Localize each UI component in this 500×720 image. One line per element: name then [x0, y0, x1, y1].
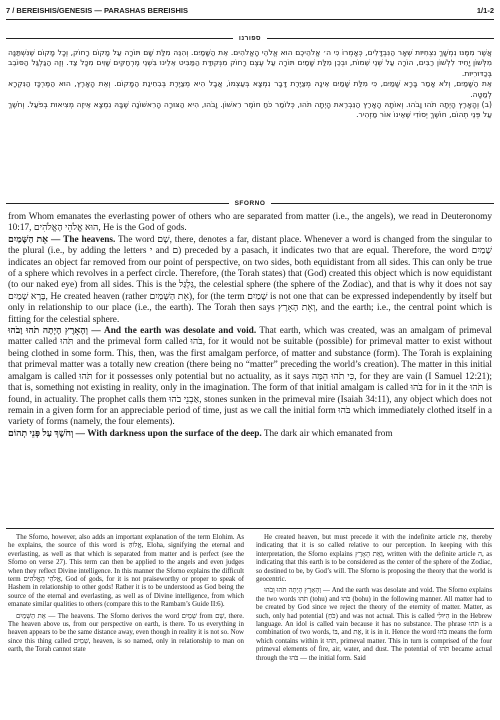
sforno-body: That earth, which was created, was an amalgam of primeval matter called תֹּהוּ and the primeval form called בֹּהוּ, for it would not be suitable (possible) for primeval matter to exist without being clothed in some form. This, then, was the first amalgam perforce, of matter and substance (form). The Torah is explaining that primeval matter was a totally new creation (there being no “matter” preceding the world’s creation). The matter in this initial amalgam is called תֹּהוּ for it possesses only potential but no actuality, as it says כִּי תֹהוּ הֵמָּה, for they are vain (I Samuel 12:21); that is, something not existing in reality, only in the imagination. The form of that initial amalgam is called בֹּהוּ for in it the תֹּהוּ is found, in actuality. The prophet calls them אַבְנֵי בֹהוּ, stones sunken in the primeval mire (Isaiah 34:11), any object which does not remain in a given form for an appreciable period of time, just as we call the initial form בֹּהוּ which immediately clothed itself in a variety of forms (namely, the four elements).	[8, 326, 493, 428]
page-header	[6, 4, 494, 16]
hebrew-section-label: ספורנו	[238, 34, 262, 42]
hebrew-paragraph: אֵת הַשָּׁמַיִם, וְלֹא אָמַר בָּרָא שָׁמַיִם, כִּי מִלַּת שָׁמַיִם אֵינָהּ מְצַיֶּרֶת דָּבָר נִמְצָא בְּעַצְמוֹ, אֲבָל הִיא מְצַיֶּרֶת בְּבִחִינַת הַמָּקוֹם. וְאֵת הָאָרֶץ, הוּא הַמֶּרְכָּז הַנִּקְרָא לְמַטָּה.	[8, 79, 492, 99]
hebrew-commentary	[8, 48, 492, 121]
sforno-lemma: וְהָאָרֶץ הָיְתָה תֹהוּ וָבֹהוּ — And the earth was desolate and void.	[8, 326, 257, 337]
hebrew-section-divider	[6, 33, 494, 43]
sforno-body: The word שָׁם, there, denotes a far, distant place. Whenever a word is changed from the singular to the plural (i.e., by adding the letters י and ם) preceded by a pasach, it indicates two that are equal. Therefore, the word שָׁמַיִם indicates an object far removed from our point of perspective, on two sides, both equidistant from all sides. This can only be true of a sphere which revolves in a perfect circle. Therefore, (the Torah states) that (God) created this object which is now equidistant (to our naked eye) from all sides. This is the גַּלְגַּל, the celestial sphere (the sphere of the Zodiac), and that is why it does not say בָּרָא שָׁמַיִם, He created heaven (rather אֵת הַשָּׁמַיִם), for (the term שָׁמַיִם is not one that can be expressed independently by itself but only in relationship to our place (i.e., the earth). The Torah then says וְאֵת הָאָרֶץ, and the earth; i.e., the central point which is fitting for the celestial sphere.	[8, 234, 492, 325]
header-title: 7 / BEREISHIS/GENESIS — PARASHAS BEREISHIS	[6, 5, 188, 15]
note-paragraph: אֵת הַשָּׁמַיִם — The heavens. The Sforno derives the word שָׁמַיִם from שָׁם, there. The heaven above us, from our perspective on earth, is there. To us everything in heaven appears to be the same distance away, even though in reality it is not so. Now since this thing called שָׁמַיִם, heaven, is so named, only in relationship to man on earth, the Torah cannot state	[8, 612, 245, 654]
sforno-lemma: וְחֹשֶׁךְ עַל פְּנֵי תְהוֹם — With darkness upon the surface of the deep.	[8, 428, 262, 439]
note-paragraph: The Sforno, however, also adds an important explanation of the term Elohim. As he explains, the source of this word is אֱלוֹהַּ, Eloha, signifying the eternal and everlasting, as well as that which is separated from matter and is perfect (see the Sforno on verse 27). This term can then be applied to the angels and even judges when they reflect Divine intelligence. In this manner the Sforno explains the difficult term אֱלֹהֵי הָאֱלֹהִים, God of gods, for it is not praiseworthy or proper to speak of Hashem in relationship to other gods! Rather it is to be understood as God being the source of the eternal and everlasting, as well as of Divine intelligence, from which emanate similar qualities to others (compare this to the Rambam’s Guide II:6).	[8, 534, 244, 609]
header-rule	[6, 19, 494, 20]
hebrew-paragraph: אֲשֶׁר מִמֶּנּוּ נִמְשָׁךְ נִצְחִיּוּת שְׁאָר הַנִּבְדָּלִים, כְּאָמְרוֹ כִּי ה׳ אֱלֹהֵיכֶם הוּא אֱלֹהֵי הָאֱלֹהִים. אֵת הַשָּׁמַיִם. וְהִנֵּה מִלַּת שָׁם תּוֹרָה עַל מָקוֹם רָחוֹק, וְכָל מָקוֹם שֶׁנִּשְׁתַּנָּה מִלְּשׁוֹן יָחִיד לִלְשׁוֹן רַבִּים, הוֹרָה עַל שְׁנֵי שֵׁמוֹת, וּבְכֵן מִלַּת שָׁמַיִם תּוֹרָה עַל עֶצֶם רָחוֹק מִנְּקוּדַּת הַמַּבִּיט אֵלֵינוּ בִּשְׁנֵי מֶרְחַקִּים שָׁוִים מִכָּל צַד. וְזֶה הַגַּלְגַּל הַסּוֹבֵב בְּכַדּוּרִיּוּת.	[8, 48, 492, 78]
sforno-paragraph	[8, 429, 492, 440]
sforno-translation	[8, 212, 492, 440]
sforno-paragraph	[8, 326, 492, 429]
notes-rule	[6, 528, 494, 529]
hebrew-paragraph: (ב) וְהָאָרֶץ הָיְתָה תֹהוּ וָבֹהוּ. וְאוֹתָהּ הָאָרֶץ הַנִּבְרֵאת הָיְתָה תֹהוּ, כְּלוֹמַר כֹּחַ חוֹמֶר רִאשׁוֹן. וָבֹהוּ, הִיא הַצּוּרָה הָרִאשׁוֹנָה שֶׁבָּהּ נִמְצָא אֵיזֶה מְצִיאוּת בְּפֹעַל. וְחֹשֶׁךְ עַל פְּנֵי תְהוֹם, חוֹשֶׁךְ יְסוֹדִי שֶׁאֵינוֹ אוֹר מַזְהִיר.	[8, 100, 492, 120]
notes-right-column	[256, 534, 492, 666]
note-paragraph: וְהָאָרֶץ הָיְתָה תֹהוּ וָבֹהוּ — And the earth was desolate and void. The Sforno explains the two words תֹּהוּ (tohu) and בֹּהוּ (bohu) in the following manner. All matter had to be created by God since we reject the theory of the eternity of matter. Matter, as such, only had potential (כֹּחַ) and was not actual. This is called הִיּוּלִי in the Hebrew language. An idol is called vain because it has no substance. The phrase תֹּהוּ is a combination of two words, בּוֹ, and אֶת, it is in it. Hence the word בֹּהוּ means the form which contains within it תֹּהוּ, primeval matter. This in turn is comprised of the four primeval elements of fire, air, water, and dust. The potential of תֹּהוּ became actual through the בֹּהוּ — the initial form. Said	[256, 587, 493, 662]
notes-left-column	[8, 534, 244, 666]
header-verse-ref: 1/1-2	[476, 5, 494, 15]
note-paragraph: He created heaven, but must precede it with the indefinite article אֵת, thereby indicating that it is so called relative to our perception. In keeping with this interpretation, the Sforno explains וְאֵת הָאָרֶץ, written with the definite article ה, as indicating that this earth is to be considered as the center of the sphere of the Zodiac, so destined to be, by God’s will. The Sforno is proposing the theory that the world is geocentric.	[256, 534, 492, 584]
sforno-body: The dark air which emanated from	[261, 428, 393, 439]
sforno-section-divider	[6, 198, 494, 208]
sforno-section-label: SFORNO	[234, 199, 266, 207]
sforno-paragraph: from Whom emanates the everlasting power of others who are separated from matter (i.e., the angels), we read in Deuteronomy 10:17, הוּא אֱלֹהֵי הָאֱלֹהִים, He is the God of gods.	[8, 212, 492, 234]
sforno-lemma: אֵת הַשָּׁמַיִם — The heavens.	[8, 234, 116, 245]
sforno-paragraph	[8, 235, 492, 326]
footnotes	[8, 534, 492, 666]
